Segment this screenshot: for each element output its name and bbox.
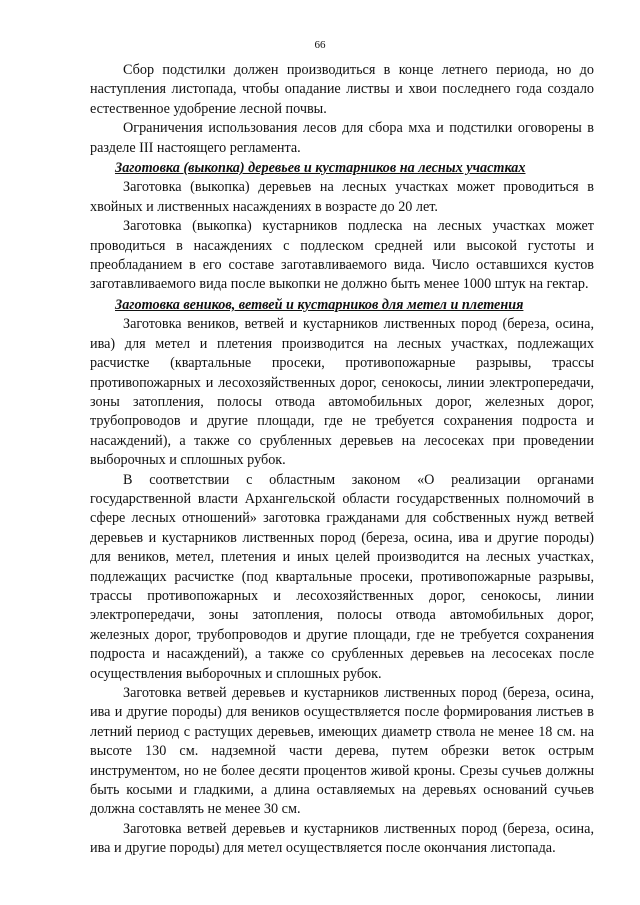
paragraph-litter-collection-timing: Сбор подстилки должен производиться в конце летнего периода, но до наступления листопада, чтобы опадание листвы и хвои последнего года создало естественное удобрение лесной почвы. (90, 62, 594, 117)
paragraph-tree-digging: Заготовка (выкопка) деревьев на лесных участках может проводиться в хвойных и лиственных насаждениях в возрасте до 20 лет. (90, 179, 594, 215)
page-number: 66 (314, 39, 326, 51)
paragraph-bath-broom-harvesting: Заготовка ветвей деревьев и кустарников лиственных пород (береза, осина, ива и другие породы) для веников осуществляется после формирования листьев в летний период с растущих деревьев, имеющих диаметр ствола не менее 18 см. на высоте 130 см. надземной части дерева, путем обрезки веток острым инструментом, но не более десяти процентов живой кроны. Срезы сучьев должны быть косыми и гладкими, а длина оставляемых на деревьях оснований сучьев должна составлять не менее 30 см. (90, 685, 594, 818)
paragraph-moss-litter-restrictions: Ограничения использования лесов для сбора мха и подстилки оговорены в разделе III настоящего регламента. (90, 120, 594, 156)
document-body (90, 61, 594, 859)
paragraph-shrub-digging: Заготовка (выкопка) кустарников подлеска на лесных участках может проводиться в насаждениях с подлеском средней или высокой густоты и преобладанием в его составе заготавливаемого вида. Число оставшихся кустов заготавливаемого вида после выкопки не должно быть менее 1000 штук на гектар. (90, 218, 594, 293)
paragraph-regional-law-harvesting: В соответствии с областным законом «О реализации органами государственной власти Архангельской области государственных полномочий в сфере лесных отношений» заготовка гражданами для собственных нужд ветвей деревьев и кустарников лиственных пород (береза, осина, ива и другие породы) для веников, метел, плетения и иных целей производится на лесных участках, подлежащих расчистке (под квартальные просеки, противопожарные разрывы, трассы противопожарных и лесохозяйственных дорог, сенокосы, линии электропередачи, зоны затопления, полосы отвода автомобильных дорог, железных дорог, трубопроводов и другие площади, где не требуется сохранения подроста и насаждений), а также со срубленных деревьев на лесосеках после осуществления выборочных и сплошных рубок. (90, 471, 594, 682)
paragraph-broom-harvesting-after-leaf-fall: Заготовка ветвей деревьев и кустарников лиственных пород (береза, осина, ива и другие породы) для метел осуществляется после окончания листопада. (90, 820, 594, 857)
section-heading-brooms-branches-weaving: Заготовка веников, ветвей и кустарников для метел и плетения (115, 296, 524, 313)
section-heading-tree-shrub-digging: Заготовка (выкопка) деревьев и кустарников на лесных участках (115, 160, 526, 177)
paragraph-branch-harvesting-areas: Заготовка веников, ветвей и кустарников лиственных пород (береза, осина, ива) для метел и плетения производится на лесных участках, подлежащих расчистке (квартальные просеки, противопожарные разрывы, трассы противопожарных и лесохозяйственных дорог, сенокосы, линии электропередачи, зоны затопления, полосы отвода автомобильных дорог, железных дорог, трубопроводов и другие площади, где не требуется сохранения подроста и насаждений), а также со срубленных деревьев на лесосеках при проведении выборочных и сплошных рубок. (90, 316, 594, 469)
